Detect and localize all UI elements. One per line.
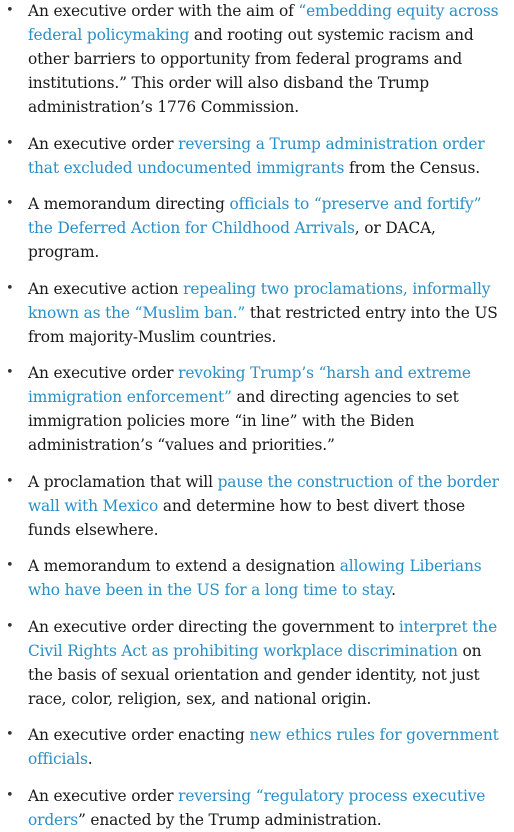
list-item [6,277,508,349]
item-text: A memorandum directing [28,195,230,213]
list-item [6,723,508,771]
item-text: on the basis of sexual orientation and gender identity, not just race, color, religion, sex, and national origin. [28,641,482,708]
item-text: . [391,581,396,599]
item-link[interactable]: new ethics rules for government officials [28,726,499,768]
bullet-icon: • [6,196,14,211]
item-text: An executive order directing the government to [28,617,399,636]
item-text: . [87,750,93,768]
item-link[interactable]: officials to “preserve and fortify” the Deferred Action for Childhood Arrivals [28,195,482,237]
bullet-icon: • [6,473,14,489]
item-text: that restricted entry into the US from majority-Muslim countries. [28,303,498,346]
item-text: A proclamation that will [28,472,218,491]
list-item [6,0,508,119]
list-item [6,132,508,180]
item-text: An executive action [28,279,184,298]
item-text: An executive order with the aim of [28,2,299,20]
item-link[interactable]: revoking Trump’s “harsh and extreme immigration enforcement” [28,364,471,406]
list-item [6,192,508,264]
item-text: An executive order [28,786,179,805]
item-link[interactable]: “embedding equity across federal policymaking [28,2,499,44]
bullet-icon: • [6,618,14,634]
list-item [6,554,508,602]
item-text: A memorandum to extend a designation [28,557,340,575]
item-text: An executive order [28,134,179,153]
item-link[interactable]: repealing two proclamations, informally known as the “Muslim ban.” [28,279,491,322]
item-text: An executive order enacting [28,726,250,744]
bullet-icon: • [6,365,14,380]
item-link[interactable]: pause the construction of the border wall with Mexico [28,472,499,515]
item-link[interactable]: reversing “regulatory process executive orders [28,786,486,829]
list-item [6,470,508,542]
list-item [6,615,508,711]
bullet-icon: • [6,558,14,573]
item-link[interactable]: interpret the Civil Rights Act as prohibiting workplace discrimination [28,617,498,660]
bullet-icon: • [6,135,14,151]
list-item [6,784,508,832]
item-text: An executive order [28,364,179,382]
item-link[interactable]: allowing Liberians who have been in the US for a long time to stay [28,557,482,599]
item-text: ” enacted by the Trump administration. [77,810,382,829]
item-text: and rooting out systemic racism and other barriers to opportunity from federal programs and institutions.” This order will also disband the Trump administration’s 1776 Commission. [28,26,474,116]
item-text: and determine how to best divert those funds elsewhere. [28,496,465,539]
bullet-icon: • [6,787,14,803]
bullet-icon: • [6,280,14,296]
bullet-icon: • [6,727,14,742]
bullet-icon: • [6,3,14,18]
item-link[interactable]: reversing a Trump administration order that excluded undocumented immigrants [28,134,485,177]
list-item [6,361,508,457]
item-text: and directing agencies to set immigration policies more “in line” with the Biden administration’s “values and priorities.” [28,388,459,454]
item-text: from the Census. [344,158,480,177]
item-text: , or DACA, program. [28,219,436,261]
